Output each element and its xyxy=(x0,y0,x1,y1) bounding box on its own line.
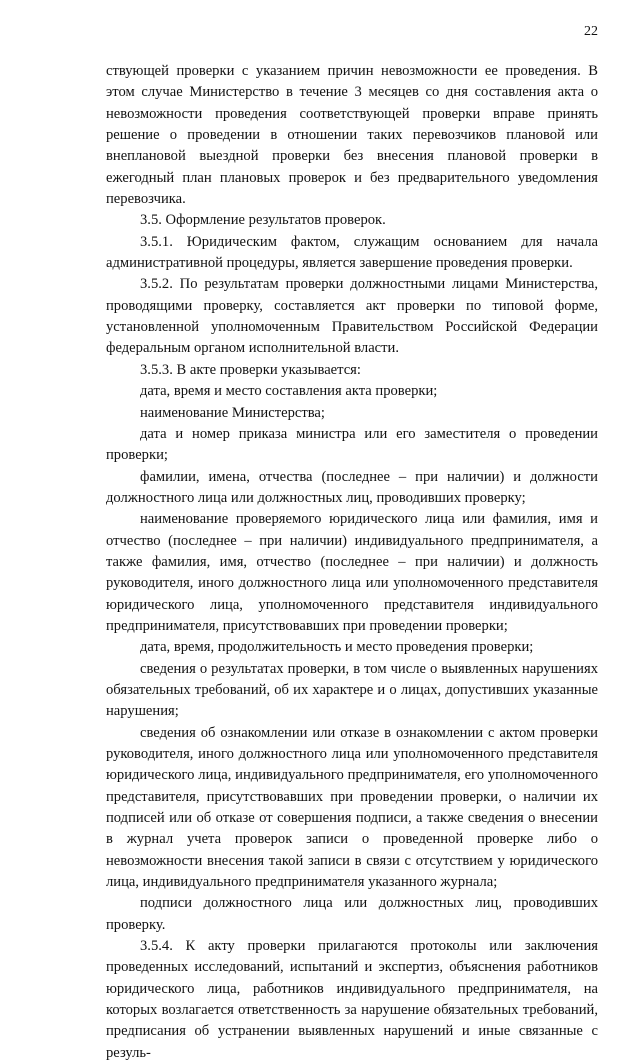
list-item: фамилии, имена, отчества (последнее – при наличии) и должности должностного лица или должностных лиц, проводивших проверку; xyxy=(106,468,598,506)
page-number: 22 xyxy=(584,24,598,39)
list-item: наименование проверяемого юридического лица или фамилия, имя и отчество (последнее – при наличии) индивидуального предпринимателя, а также фамилия, имя, отчество (последнее – при наличии) и должность руководителя, иного должностного лица или уполномоченного представителя юридического лица, уполномоченного представителя индивидуального предпринимателя, присутствовавших при проведении проверки; xyxy=(106,511,598,634)
list-item: наименование Министерства; xyxy=(140,404,325,421)
list-item: подписи должностного лица или должностных лиц, проводивших проверку. xyxy=(106,895,598,933)
list-item: сведения об ознакомлении или отказе в ознакомлении с актом проверки руководителя, иного должностного лица или уполномоченного представителя юридического лица, индивидуального предпринимателя, его уполномоченного представителя, присутствовавших при проведении проверки, о наличии их подписей или об отказе от совершения подписи, а также сведения о внесении в журнал учета проверок записи о проведенной проверке либо о невозможности внесения такой записи в связи с отсутствием у юридического лица, индивидуального предпринимателя указанного журнала; xyxy=(106,724,598,891)
paragraph-3-5-2: 3.5.2. По результатам проверки должностными лицами Министерства, проводящими проверку, составляется акт проверки по типовой форме, установленной уполномоченным Правительством Российской Федерации федеральным органом исполнительной власти. xyxy=(106,276,598,357)
paragraph-3-5-4: 3.5.4. К акту проверки прилагаются протоколы или заключения проведенных исследований, испытаний и экспертиз, объяснения работников юридического лица, работников индивидуального предпринимателя, на которых возлагается ответственность за нарушение обязательных требований, предписания об устранении выявленных нарушений и иные связанные с резуль- xyxy=(106,938,598,1061)
paragraph-continuation: ствующей проверки с указанием причин невозможности ее проведения. В этом случае Министерство в течение 3 месяцев со дня составления акта о невозможности проведения соответствующей проверки вправе принять решение о проведении в отношении таких перевозчиков плановой или внеплановой выездной проверки без внесения плановой проверки в ежегодный план плановых проверок и без предварительного уведомления перевозчика. xyxy=(106,63,598,208)
list-item: сведения о результатах проверки, в том числе о выявленных нарушениях обязательных требований, об их характере и о лицах, допустивших указанные нарушения; xyxy=(106,660,598,720)
list-item: дата, время и место составления акта проверки; xyxy=(140,383,438,400)
paragraph-3-5-3: 3.5.3. В акте проверки указывается: xyxy=(140,361,361,378)
list-item: дата, время, продолжительность и место проведения проверки; xyxy=(140,639,534,656)
list-item: дата и номер приказа министра или его заместителя о проведении проверки; xyxy=(106,425,598,464)
section-heading-3-5: 3.5. Оформление результатов проверок. xyxy=(140,212,386,229)
document-body xyxy=(106,61,598,1064)
paragraph-3-5-1: 3.5.1. Юридическим фактом, служащим основанием для начала административной процедуры, является завершение проведения проверки. xyxy=(106,233,598,272)
